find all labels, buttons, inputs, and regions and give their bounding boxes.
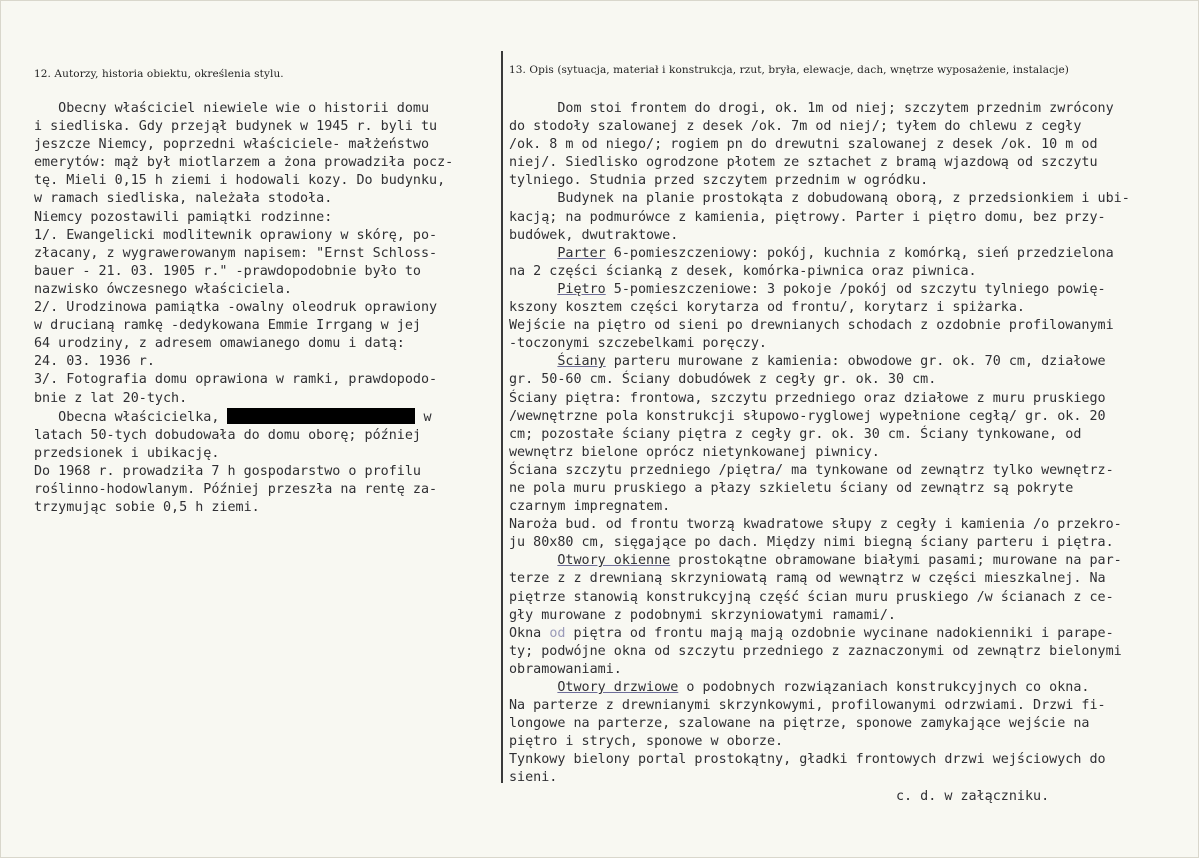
text-line: budówek, dwutraktowe. <box>509 227 679 243</box>
text-line: bnie z lat 20-tych. <box>34 390 188 406</box>
text-line: gr. 50-60 cm. Ściany dobudówek z cegły gr. ok. 30 cm. <box>509 372 937 388</box>
text-line: 3/. Fotografia domu oprawiona w ramki, prawdopodo- <box>34 372 438 388</box>
text-line: na 2 części ścianką z desek, komórka-piwnica oraz piwnica. <box>509 263 977 279</box>
section-13-body <box>509 100 1130 806</box>
text-line: kszony kosztem części korytarza od frontu/, korytarz i spiżarka. <box>509 300 1025 316</box>
text-line: latach 50-tych dobudowała do domu oborę; później <box>34 427 421 443</box>
otwory-drzwiowe-heading: Otwory drzwiowe <box>557 680 679 695</box>
text-line: złacany, z wygrawerowanym napisem: "Ernst Schloss- <box>34 245 438 261</box>
text-line: obramowaniami. <box>509 661 622 677</box>
text-line: w ramach siedliska, należała stodoła. <box>34 191 333 207</box>
text-line: terze z z drewnianą skrzyniowatą ramą od wewnątrz w części mieszkalnej. Na <box>509 571 1106 587</box>
redacted-name-block <box>227 408 415 424</box>
text-line: do stodoły szalowanej z desek /ok. 7m od niej/; tyłem do chlewu z cegły <box>509 119 1082 135</box>
text-line <box>509 679 1130 697</box>
pietro-heading: Piętro <box>557 281 606 297</box>
text-line: ne pola muru pruskiego a płazy szkieletu ściany od zewnątrz są pokryte <box>509 480 1074 496</box>
text-line: bauer - 21. 03. 1905 r." -prawdopodobnie było to <box>34 263 421 279</box>
section-12-heading: 12. Autorzy, historia obiektu, określenia stylu. <box>34 68 284 80</box>
text-line: 2/. Urodzinowa pamiątka -owalny oleodruk oprawiony <box>34 300 438 316</box>
otwory-okienne-text: prostokątne obramowane białymi pasami; murowane na par- <box>670 553 1122 569</box>
text-line: Niemcy pozostawili pamiątki rodzinne: <box>34 209 333 225</box>
text-line: 64 urodziny, z adresem omawianego domu i datą: <box>34 336 405 352</box>
text-line: Tynkowy bielony portal prostokątny, gładki frontowych drzwi wejściowych do <box>509 752 1106 768</box>
text-line <box>509 281 1130 299</box>
text-line: Wejście na piętro od sieni po drewnianych schodach z ozdobnie profilowanymi <box>509 318 1114 334</box>
text-line: Obecny właściciel niewiele wie o historii domu <box>34 101 430 116</box>
text-line: niej/. Siedlisko ogrodzone płotem ze sztachet z bramą wjazdową od szczytu <box>509 155 1098 171</box>
text-line: Budynek na planie prostokąta z dobudowaną oborą, z przedsionkiem i ubi- <box>509 191 1130 207</box>
sciany-text: parteru murowane z kamienia: obwodowe gr. ok. 70 cm, działowe <box>605 354 1106 370</box>
text-line: trzymując sobie 0,5 h ziemi. <box>34 500 260 516</box>
text-line: Do 1968 r. prowadziła 7 h gospodarstwo o profilu <box>34 463 421 479</box>
text-line: ju 80x80 cm, sięgające po dach. Między nimi biegną ściany parteru i piętra. <box>509 535 1114 551</box>
text-line: cm; pozostałe ściany piętra z cegły gr. ok. 30 cm. Ściany tynkowane, od <box>509 426 1082 442</box>
text-line: Okna od piętra od frontu mają mają ozdobnie wycinane nadokienniki i parape- <box>509 625 1114 641</box>
text-line: 1/. Ewangelicki modlitewnik oprawiony w skórę, po- <box>34 227 438 243</box>
text-line: longowe na parterze, szalowane na piętrze, sponowe zamykające wejście na <box>509 716 1090 732</box>
text-line: w drucianą ramkę -dedykowana Emmie Irrgang w jej <box>34 318 421 334</box>
text-line: roślinno-hodowlanym. Później przeszła na rentę za- <box>34 481 438 497</box>
text-line: piętrze stanowią konstrukcyjną część ścian muru pruskiego /w ścianach z ce- <box>509 589 1114 605</box>
column-divider <box>501 51 503 783</box>
text-line: ty; podwójne okna od szczytu przedniego z zaznaczonymi od zewnątrz bielonymi <box>509 643 1122 659</box>
text-line: nazwisko ówczesnego właściciela. <box>34 281 292 297</box>
parter-heading: Parter <box>557 245 606 261</box>
text-line <box>509 552 1130 570</box>
text-line <box>509 245 1130 263</box>
owner-after-text: w <box>415 409 432 425</box>
sciany-heading: Ściany <box>557 354 606 370</box>
otwory-okienne-heading: Otwory okienne <box>557 553 671 569</box>
text-line: gły murowane z podobnymi skrzyniowatymi ramami/. <box>509 607 896 623</box>
text-line: emerytów: mąż był miotlarzem a żona prowadziła pocz- <box>34 155 454 171</box>
text-line: piętro i strych, sponowe w oborze. <box>509 734 784 750</box>
owner-intro-text: Obecna właścicielka, <box>34 409 228 425</box>
text-line: sieni. <box>509 770 558 786</box>
text-line-with-redaction <box>34 408 453 427</box>
text-line: Na parterze z drewnianymi skrzynkowymi, profilowanymi odrzwiami. Drzwi fi- <box>509 698 1106 714</box>
text-line: Ściana szczytu przedniego /piętra/ ma tynkowane od zewnątrz tylko wewnętrz- <box>509 462 1114 478</box>
text-line: czarnym impregnatem. <box>509 499 671 515</box>
text-line: kacją; na podmurówce z kamienia, piętrowy. Parter i piętro domu, bez przy- <box>509 209 1106 225</box>
text-line: Dom stoi frontem do drogi, ok. 1m od niej; szczytem przednim zwrócony <box>509 101 1114 116</box>
text-line: Naroża bud. od frontu tworzą kwadratowe słupy z cegły i kamienia /o przekro- <box>509 517 1122 533</box>
text-line: /ok. 8 m od niego/; rogiem pn do drewutni szalowanej z desek /ok. 10 m od <box>509 137 1098 153</box>
section-13-heading: 13. Opis (sytuacja, materiał i konstrukcja, rzut, bryła, elewacje, dach, wnętrze wyposażenie, instalacje) <box>509 64 1069 76</box>
text-line: przedsionek i ubikację. <box>34 445 220 461</box>
text-line: wewnętrz bielone oprócz nietynkowanej piwnicy. <box>509 444 880 460</box>
section-12-body <box>34 100 453 517</box>
text-line: -toczonymi szczebelkami poręczy. <box>509 336 767 352</box>
otwory-drzwiowe-text: o podobnych rozwiązaniach konstrukcyjnych co okna. <box>678 680 1090 695</box>
text-line: tylniego. Studnia przed szczytem przednim w ogródku. <box>509 173 929 189</box>
pietro-text: 5-pomieszczeniowe: 3 pokoje /pokój od szczytu tylniego powię- <box>605 281 1106 297</box>
parter-text: 6-pomieszczeniowy: pokój, kuchnia z komórką, sień przedzielona <box>605 245 1114 261</box>
text-line: /wewnętrzne pola konstrukcji słupowo-ryglowej wypełnione cegłą/ gr. ok. 20 <box>509 408 1106 424</box>
text-line: jeszcze Niemcy, poprzedni właściciele- małżeństwo <box>34 137 430 153</box>
faint-struck-word: od <box>549 625 566 641</box>
text-line <box>509 353 1130 371</box>
continuation-note: c. d. w załączniku. <box>509 788 1050 804</box>
text-line: i siedliska. Gdy przejął budynek w 1945 r. byli tu <box>34 119 438 135</box>
text-line: Ściany piętra: frontowa, szczytu przedniego oraz działowe z muru pruskiego <box>509 390 1106 406</box>
text-line: tę. Mieli 0,15 h ziemi i hodowali kozy. Do budynku, <box>34 173 446 189</box>
text-line: 24. 03. 1936 r. <box>34 354 155 370</box>
